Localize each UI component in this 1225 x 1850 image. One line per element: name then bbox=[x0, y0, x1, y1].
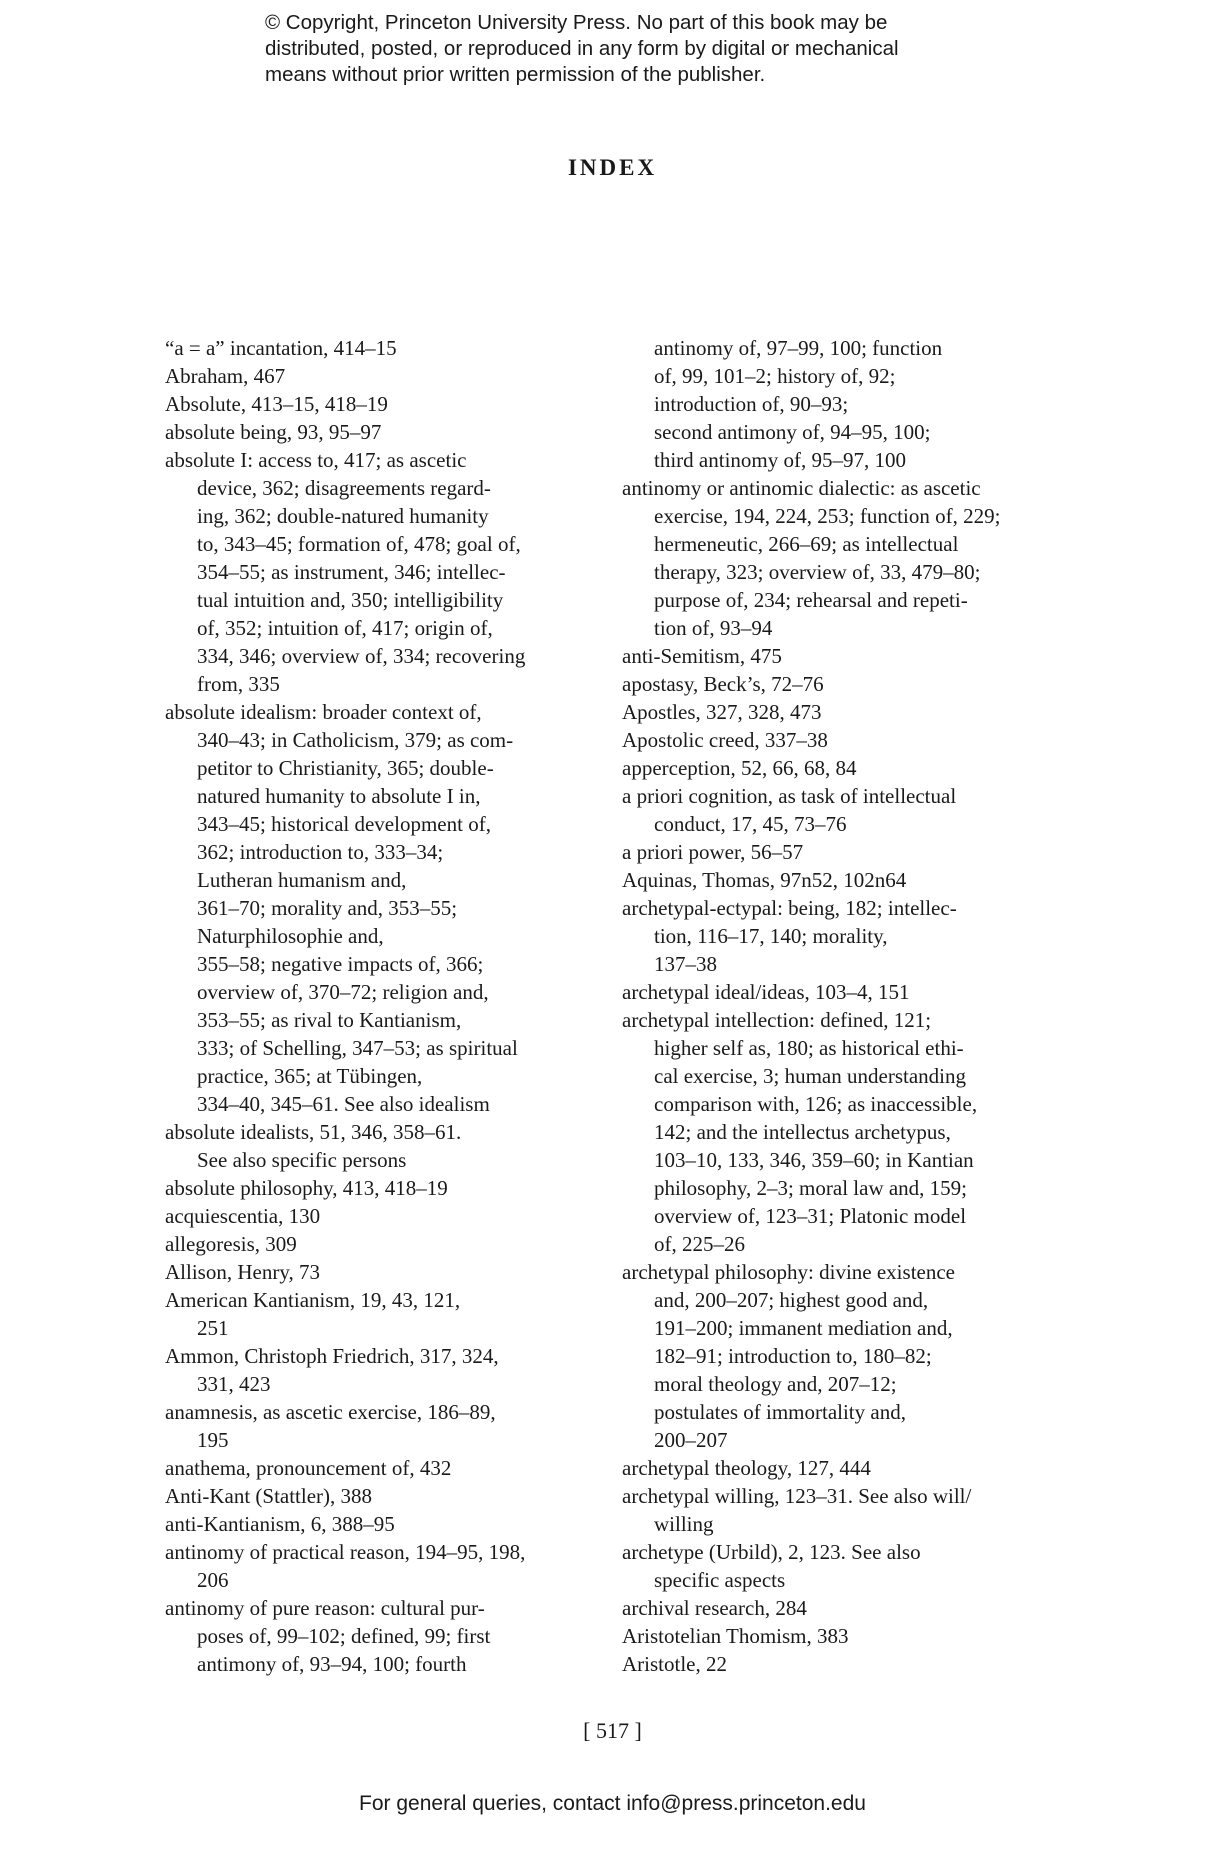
index-entry-line: archetypal philosophy: divine existence bbox=[622, 1260, 955, 1284]
index-entry-line: anamnesis, as ascetic exercise, 186–89, bbox=[165, 1400, 496, 1424]
index-entry-line: from, 335 bbox=[197, 672, 280, 696]
footer-contact: For general queries, contact info@press.princeton.edu bbox=[359, 1792, 866, 1815]
index-entry-line: 137–38 bbox=[654, 952, 717, 976]
index-entry-line: hermeneutic, 266–69; as intellectual bbox=[654, 532, 959, 556]
index-entry-line: Aristotle, 22 bbox=[622, 1652, 727, 1676]
index-entry-line: Aquinas, Thomas, 97n52, 102n64 bbox=[622, 868, 907, 892]
index-entry-line: ing, 362; double-natured humanity bbox=[197, 504, 489, 528]
copyright-notice bbox=[265, 10, 1025, 88]
copyright-line: means without prior written permission of the publisher. bbox=[265, 63, 766, 86]
index-entry-line: 333; of Schelling, 347–53; as spiritual bbox=[197, 1036, 518, 1060]
index-entry-line: 361–70; morality and, 353–55; bbox=[197, 896, 458, 920]
index-entry-line: conduct, 17, 45, 73–76 bbox=[654, 812, 847, 836]
index-column-right bbox=[622, 334, 1042, 1678]
index-entry-line: moral theology and, 207–12; bbox=[654, 1372, 897, 1396]
index-entry-line: overview of, 123–31; Platonic model bbox=[654, 1204, 967, 1228]
index-entry-line: introduction of, 90–93; bbox=[654, 392, 849, 416]
index-entry-line: natured humanity to absolute I in, bbox=[197, 784, 481, 808]
index-entry-line: absolute philosophy, 413, 418–19 bbox=[165, 1176, 448, 1200]
index-entry-line: second antimony of, 94–95, 100; bbox=[654, 420, 931, 444]
index-entry-line: Apostles, 327, 328, 473 bbox=[622, 700, 822, 724]
index-entry-line: tion of, 93–94 bbox=[654, 616, 773, 640]
index-entry-line: a priori power, 56–57 bbox=[622, 840, 804, 864]
index-entry-line: 331, 423 bbox=[197, 1372, 271, 1396]
index-entry-line: to, 343–45; formation of, 478; goal of, bbox=[197, 532, 521, 556]
index-entry-line: Allison, Henry, 73 bbox=[165, 1260, 320, 1284]
index-entry-line: “a = a” incantation, 414–15 bbox=[165, 336, 397, 360]
index-entry-line: Absolute, 413–15, 418–19 bbox=[165, 392, 388, 416]
index-entry-line: American Kantianism, 19, 43, 121, bbox=[165, 1288, 461, 1312]
index-entry-line: antimony of, 93–94, 100; fourth bbox=[197, 1652, 467, 1676]
index-entry-line: Lutheran humanism and, bbox=[197, 868, 407, 892]
index-entry-line: antinomy or antinomic dialectic: as ascetic bbox=[622, 476, 981, 500]
index-entry-line: of, 99, 101–2; history of, 92; bbox=[654, 364, 896, 388]
index-entry-line: 343–45; historical development of, bbox=[197, 812, 491, 836]
index-entry-line: philosophy, 2–3; moral law and, 159; bbox=[654, 1176, 968, 1200]
index-entry-line: 355–58; negative impacts of, 366; bbox=[197, 952, 484, 976]
index-entry-line: and, 200–207; highest good and, bbox=[654, 1288, 929, 1312]
index-entry-line: archetypal-ectypal: being, 182; intellec- bbox=[622, 896, 957, 920]
index-entry-line: 354–55; as instrument, 346; intellec- bbox=[197, 560, 506, 584]
index-entry-line: anti-Semitism, 475 bbox=[622, 644, 782, 668]
index-entry-line: 142; and the intellectus archetypus, bbox=[654, 1120, 951, 1144]
index-entry-line: apperception, 52, 66, 68, 84 bbox=[622, 756, 857, 780]
index-entry-line: absolute being, 93, 95–97 bbox=[165, 420, 382, 444]
index-entry-line: Naturphilosophie and, bbox=[197, 924, 384, 948]
index-entry-line: higher self as, 180; as historical ethi- bbox=[654, 1036, 964, 1060]
index-entry-line: archival research, 284 bbox=[622, 1596, 807, 1620]
index-entry-line: specific aspects bbox=[654, 1568, 786, 1592]
index-entry-line: 251 bbox=[197, 1316, 229, 1340]
index-entry-line: absolute idealism: broader context of, bbox=[165, 700, 482, 724]
index-entry-line: 182–91; introduction to, 180–82; bbox=[654, 1344, 932, 1368]
index-entry-line: Ammon, Christoph Friedrich, 317, 324, bbox=[165, 1344, 499, 1368]
index-entry-line: 191–200; immanent mediation and, bbox=[654, 1316, 953, 1340]
index-entry-line: of, 225–26 bbox=[654, 1232, 745, 1256]
index-entry-line: absolute I: access to, 417; as ascetic bbox=[165, 448, 467, 472]
index-entry-line: purpose of, 234; rehearsal and repeti- bbox=[654, 588, 968, 612]
page-number: [ 517 ] bbox=[583, 1718, 642, 1743]
index-entry-line: archetypal intellection: defined, 121; bbox=[622, 1008, 932, 1032]
index-entry-line: absolute idealists, 51, 346, 358–61. bbox=[165, 1120, 462, 1144]
index-entry-line: postulates of immortality and, bbox=[654, 1400, 906, 1424]
index-entry-line: a priori cognition, as task of intellectual bbox=[622, 784, 957, 808]
copyright-line: distributed, posted, or reproduced in any form by digital or mechanical bbox=[265, 37, 899, 60]
index-entry-line: acquiescentia, 130 bbox=[165, 1204, 321, 1228]
index-entry-line: antinomy of practical reason, 194–95, 198, bbox=[165, 1540, 526, 1564]
index-entry-line: 334–40, 345–61. See also idealism bbox=[197, 1092, 490, 1116]
index-entry-line: comparison with, 126; as inaccessible, bbox=[654, 1092, 978, 1116]
index-entry-line: petitor to Christianity, 365; double- bbox=[197, 756, 494, 780]
index-column-left bbox=[165, 334, 575, 1678]
index-entry-line: 353–55; as rival to Kantianism, bbox=[197, 1008, 462, 1032]
index-entry-line: willing bbox=[654, 1512, 714, 1536]
index-entry-line: 195 bbox=[197, 1428, 229, 1452]
index-entry-line: Aristotelian Thomism, 383 bbox=[622, 1624, 849, 1648]
index-entry-line: archetypal ideal/ideas, 103–4, 151 bbox=[622, 980, 910, 1004]
page-title: INDEX bbox=[567, 155, 658, 180]
index-entry-line: 206 bbox=[197, 1568, 229, 1592]
index-entry-line: cal exercise, 3; human understanding bbox=[654, 1064, 966, 1088]
index-entry-line: 362; introduction to, 333–34; bbox=[197, 840, 444, 864]
index-entry-line: antinomy of pure reason: cultural pur- bbox=[165, 1596, 485, 1620]
index-entry-line: poses of, 99–102; defined, 99; first bbox=[197, 1624, 491, 1648]
index-entry-line: overview of, 370–72; religion and, bbox=[197, 980, 489, 1004]
index-entry-line: 103–10, 133, 346, 359–60; in Kantian bbox=[654, 1148, 974, 1172]
index-entry-line: apostasy, Beck’s, 72–76 bbox=[622, 672, 824, 696]
index-entry-line: 334, 346; overview of, 334; recovering bbox=[197, 644, 526, 668]
index-entry-line: anti-Kantianism, 6, 388–95 bbox=[165, 1512, 395, 1536]
index-entry-line: Apostolic creed, 337–38 bbox=[622, 728, 828, 752]
index-entry-line: practice, 365; at Tübingen, bbox=[197, 1064, 423, 1088]
index-entry-line: of, 352; intuition of, 417; origin of, bbox=[197, 616, 493, 640]
index-entry-line: Anti-Kant (Stattler), 388 bbox=[165, 1484, 373, 1508]
index-entry-line: tual intuition and, 350; intelligibility bbox=[197, 588, 504, 612]
index-entry-line: allegoresis, 309 bbox=[165, 1232, 297, 1256]
index-entry-line: 200–207 bbox=[654, 1428, 728, 1452]
index-entry-line: See also specific persons bbox=[197, 1148, 407, 1172]
index-entry-line: exercise, 194, 224, 253; function of, 229; bbox=[654, 504, 1001, 528]
index-entry-line: 340–43; in Catholicism, 379; as com- bbox=[197, 728, 514, 752]
index-entry-line: Abraham, 467 bbox=[165, 364, 286, 388]
index-entry-line: archetype (Urbild), 2, 123. See also bbox=[622, 1540, 921, 1564]
index-entry-line: antinomy of, 97–99, 100; function bbox=[654, 336, 943, 360]
index-entry-line: tion, 116–17, 140; morality, bbox=[654, 924, 888, 948]
index-entry-line: device, 362; disagreements regard- bbox=[197, 476, 491, 500]
index-entry-line: archetypal willing, 123–31. See also will/ bbox=[622, 1484, 972, 1508]
index-entry-line: archetypal theology, 127, 444 bbox=[622, 1456, 871, 1480]
index-entry-line: anathema, pronouncement of, 432 bbox=[165, 1456, 452, 1480]
copyright-line: © Copyright, Princeton University Press. No part of this book may be bbox=[265, 11, 888, 34]
index-entry-line: third antinomy of, 95–97, 100 bbox=[654, 448, 906, 472]
index-entry-line: therapy, 323; overview of, 33, 479–80; bbox=[654, 560, 981, 584]
